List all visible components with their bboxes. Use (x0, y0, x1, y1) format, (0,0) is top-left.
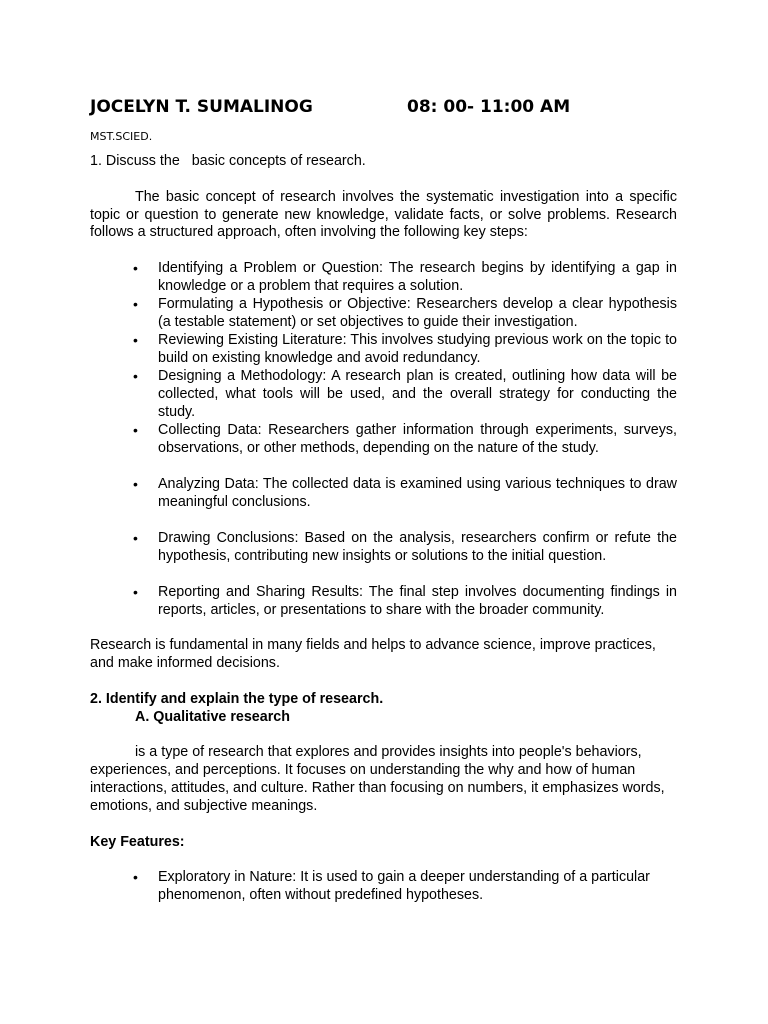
step-text: Formulating a Hypothesis or Objective: Researchers develop a clear hypothesis (a testable statement) or set objectives to guide their investigation. (158, 296, 677, 331)
question-1-closing: Research is fundamental in many fields and helps to advance science, improve practices, and make informed decisions. (90, 637, 656, 671)
bullet-icon: • (133, 422, 138, 439)
list-item (90, 295, 677, 331)
class-time: 08: 00- 11:00 AM (407, 97, 571, 117)
bullet-icon: • (133, 584, 138, 601)
bullet-icon: • (133, 530, 138, 547)
header (90, 96, 677, 118)
bullet-icon: • (133, 296, 138, 313)
step-text: Reporting and Sharing Results: The final step involves documenting findings in reports, articles, or presentations to share with the broader community. (158, 584, 677, 619)
key-features-list (90, 868, 677, 904)
list-item (90, 529, 677, 565)
list-item (90, 367, 677, 421)
question-2-prompt: 2. Identify and explain the type of research. (90, 690, 384, 707)
step-text: Analyzing Data: The collected data is examined using various techniques to draw meaningful conclusions. (158, 476, 677, 511)
bullet-icon: • (133, 332, 138, 349)
bullet-icon: • (133, 869, 138, 886)
bullet-icon: • (133, 260, 138, 277)
list-item (90, 868, 677, 904)
question-1-prompt: 1. Discuss the basic concepts of research. (90, 153, 366, 169)
step-text: Identifying a Problem or Question: The research begins by identifying a gap in knowledge or a problem that requires a solution. (158, 260, 677, 295)
key-features-heading: Key Features: (90, 833, 185, 850)
list-item (90, 331, 677, 367)
bullet-icon: • (133, 368, 138, 385)
bullet-icon: • (133, 476, 138, 493)
step-text: Collecting Data: Researchers gather information through experiments, surveys, observations, or other methods, depending on the nature of the study. (158, 422, 677, 457)
feature-text: Exploratory in Nature: It is used to gain a deeper understanding of a particular phenomenon, often without predefined hypotheses. (158, 869, 650, 904)
document-body (90, 96, 677, 904)
list-item (90, 421, 677, 457)
step-text: Drawing Conclusions: Based on the analysis, researchers confirm or refute the hypothesis, contributing new insights or solutions to the initial question. (158, 530, 677, 565)
list-item (90, 583, 677, 619)
step-text: Designing a Methodology: A research plan is created, outlining how data will be collected, what tools will be used, and the overall strategy for conducting the study. (158, 368, 677, 421)
program-label: MST.SCIED. (90, 130, 153, 143)
qualitative-description: is a type of research that explores and provides insights into people's behaviors, experiences, and perceptions. It focuses on understanding the why and how of human interactions, attitudes, and culture. Rather than focusing on numbers, it emphasizes words, emotions, and subjective meanings. (90, 744, 665, 814)
step-text: Reviewing Existing Literature: This involves studying previous work on the topic to build on existing knowledge and avoid redundancy. (158, 332, 677, 367)
research-steps-list (90, 259, 677, 619)
question-1-intro: The basic concept of research involves the systematic investigation into a specific topic or question to generate new knowledge, validate facts, or solve problems. Research follows a structured approach, often involving the following key steps: (90, 188, 677, 241)
student-name: JOCELYN T. SUMALINOG (90, 97, 313, 117)
list-item (90, 259, 677, 295)
qualitative-heading: A. Qualitative research (135, 708, 290, 725)
list-item (90, 475, 677, 511)
